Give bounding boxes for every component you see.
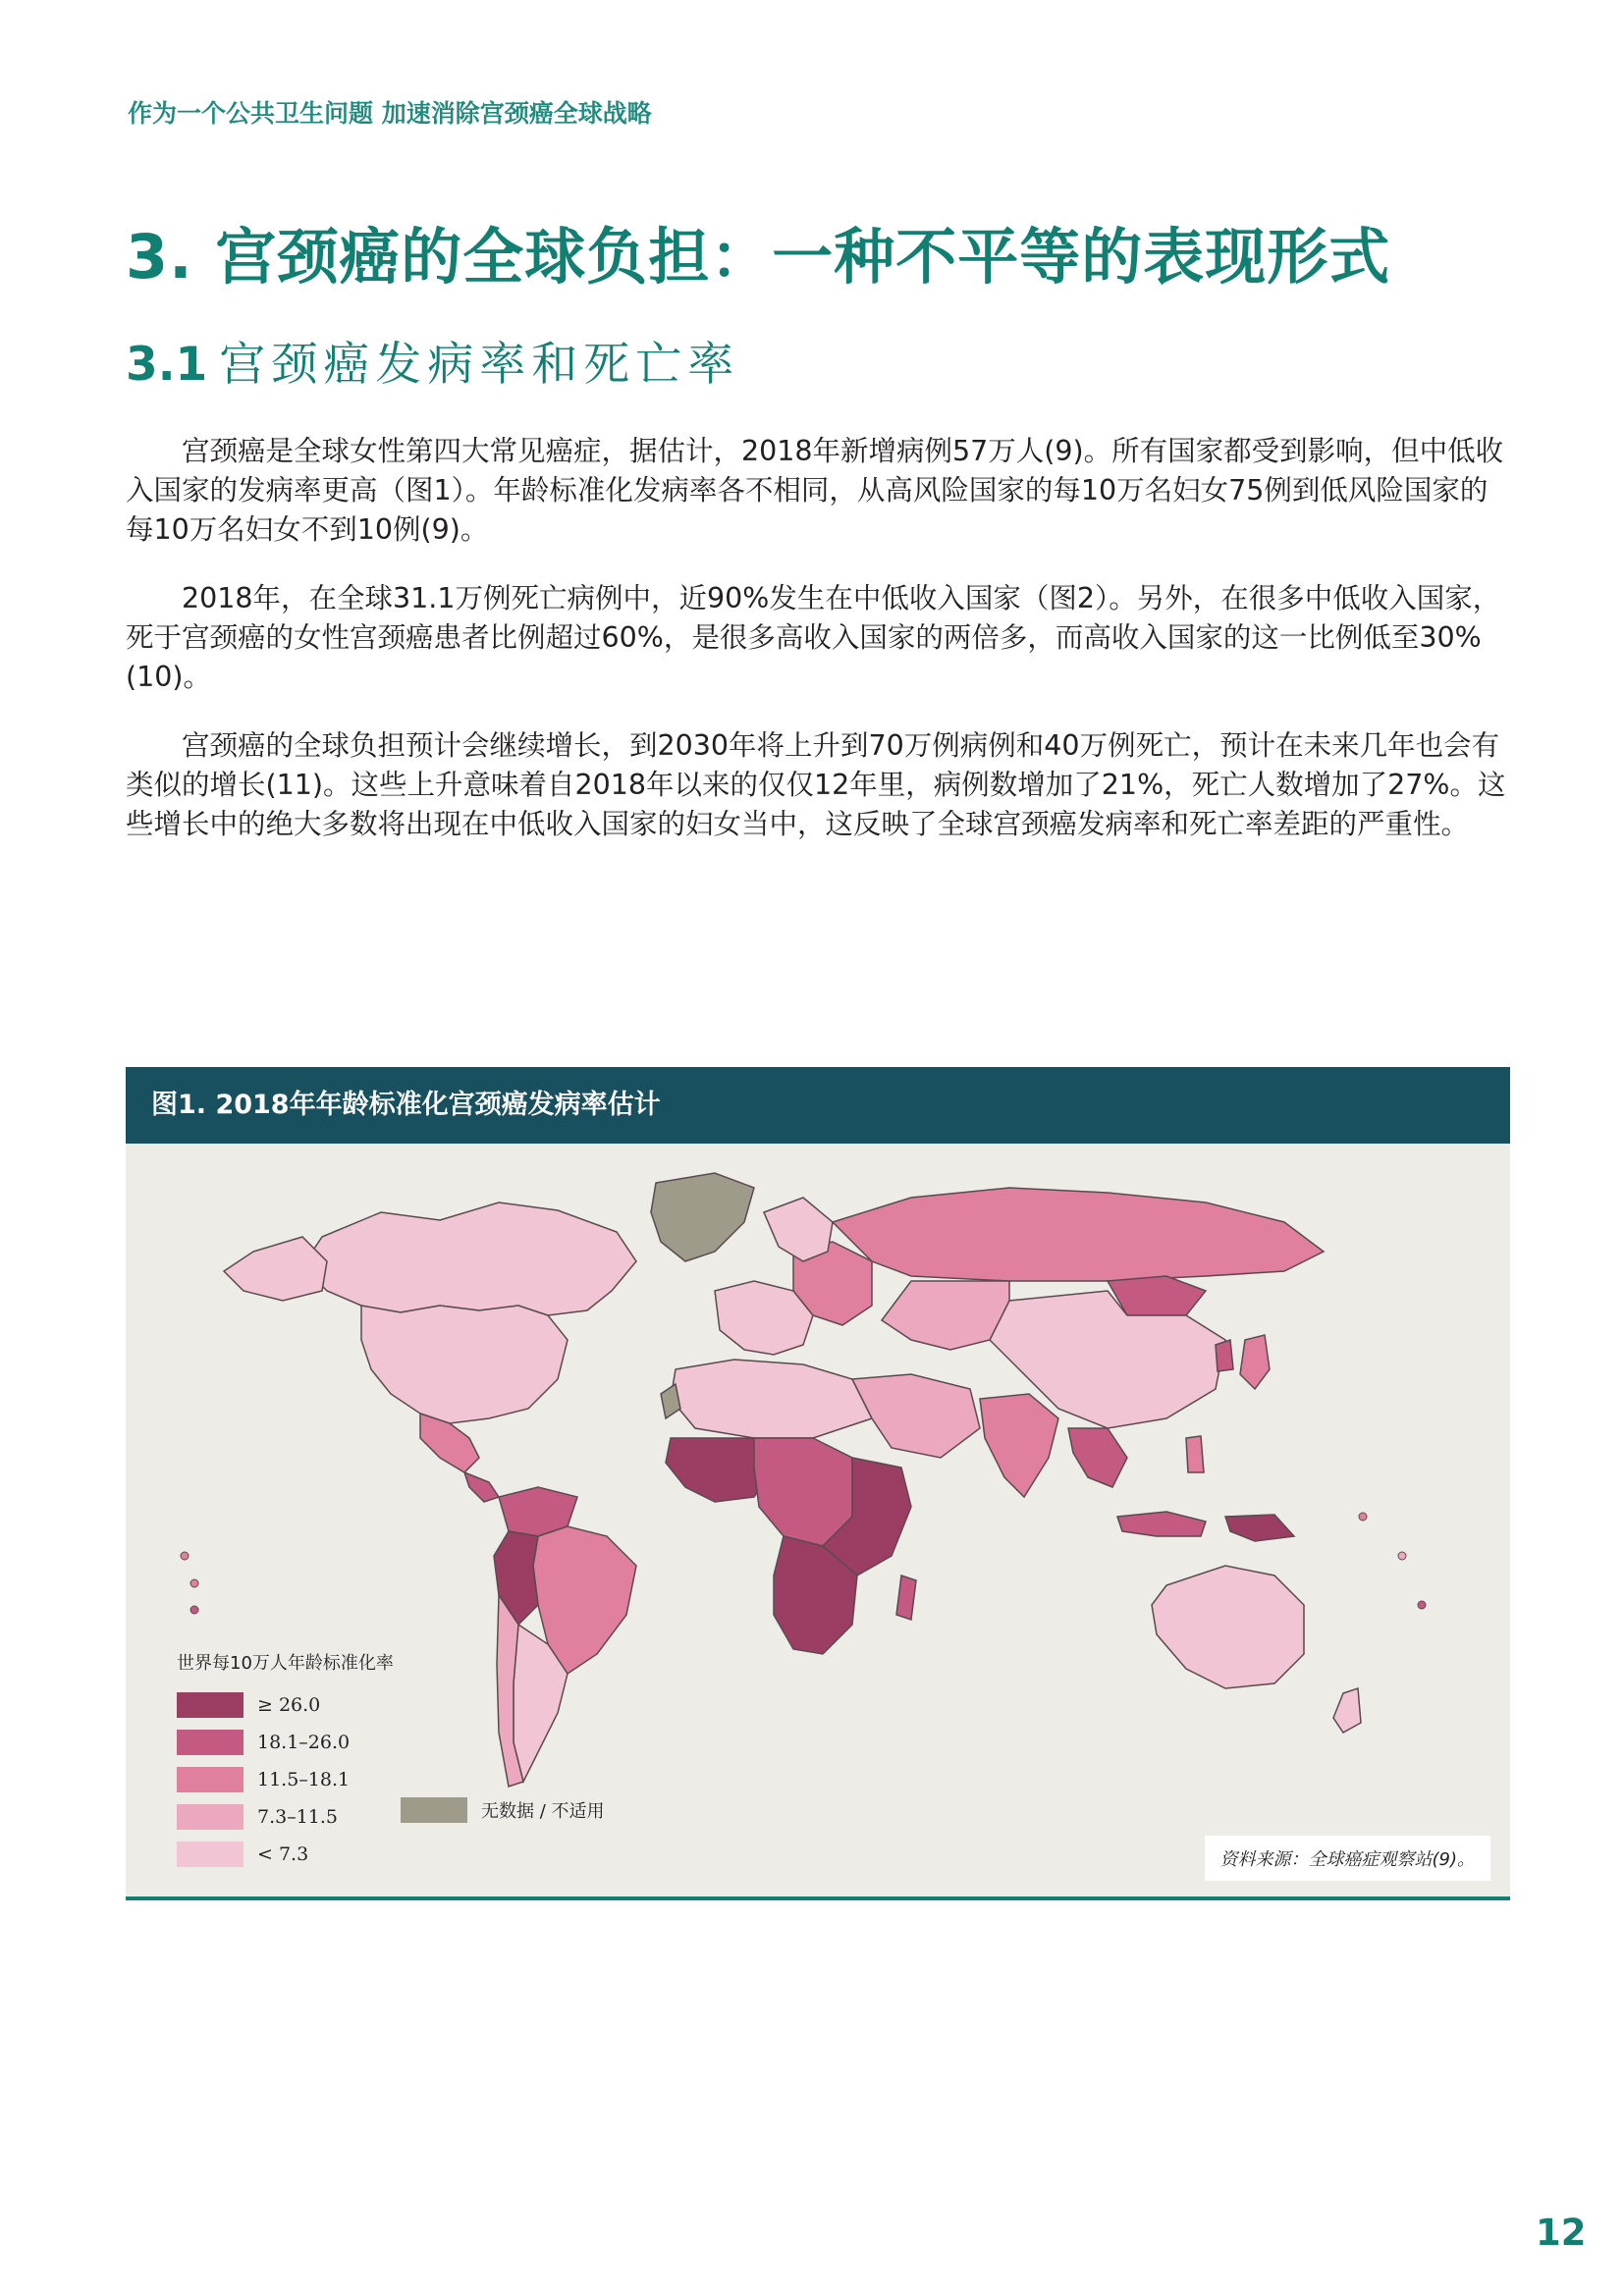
legend-label: 11.5–18.1 [257, 1769, 351, 1790]
figure-bottom-rule [126, 1896, 1510, 1900]
island-marker [181, 1552, 189, 1560]
legend-row [177, 1686, 394, 1724]
running-header: 作为一个公共卫生问题 加速消除宫颈癌全球战略 [128, 99, 652, 128]
legend-label: 7.3–11.5 [257, 1806, 339, 1828]
legend-swatch [177, 1804, 244, 1830]
region-russia [833, 1188, 1324, 1281]
region-new-zealand [1333, 1688, 1361, 1733]
paragraph-2 [126, 579, 1510, 697]
region-papua [1225, 1515, 1294, 1541]
subsection-title: 宫颈癌发病率和死亡率 [219, 338, 740, 392]
legend-swatch [177, 1730, 244, 1755]
region-north-africa [671, 1360, 872, 1438]
legend-swatch-no-data [401, 1797, 467, 1823]
region-alaska [224, 1237, 327, 1301]
paragraph-text: 宫颈癌的全球负担预计会继续增长，到2030年将上升到70万例病例和40万例死亡，预计在未来几年也会有类似的增长(11)。这些上升意味着自2018年以来的仅仅12年里，病例数增加了21%，死亡人数增加了27%。这些增长中的绝大多数将出现在中低收入国家的妇女当中，这反映了全球宫颈癌发病率和死亡率差距的严重性。 [126, 729, 1506, 840]
region-scandinavia [764, 1198, 833, 1261]
region-korea [1216, 1340, 1233, 1371]
island-marker [190, 1606, 198, 1614]
region-india [980, 1394, 1058, 1497]
paragraph-1 [126, 432, 1510, 550]
island-marker [190, 1579, 198, 1587]
legend-no-data-label: 无数据 / 不适用 [481, 1801, 605, 1822]
island-marker [1359, 1513, 1367, 1521]
subsection-heading [126, 328, 739, 394]
legend-swatch [177, 1767, 244, 1792]
paragraph-3 [126, 726, 1510, 844]
legend-row [177, 1836, 394, 1873]
legend-row [177, 1724, 394, 1761]
legend-row [177, 1798, 394, 1836]
page-number: 12 [1536, 2212, 1587, 2254]
legend-label: < 7.3 [257, 1843, 309, 1865]
legend-no-data [401, 1797, 605, 1823]
legend-label: ≥ 26.0 [257, 1694, 321, 1716]
region-japan [1240, 1335, 1270, 1389]
region-central-america [464, 1472, 499, 1502]
figure-title: 图1. 2018年年龄标准化宫颈癌发病率估计 [126, 1067, 1510, 1144]
island-marker [1398, 1552, 1406, 1560]
legend-swatch [177, 1842, 244, 1867]
paragraph-text: 宫颈癌是全球女性第四大常见癌症，据估计，2018年新增病例57万人(9)。所有国家都受到影响，但中低收入国家的发病率更高（图1）。年龄标准化发病率各不相同，从高风险国家的每10万名妇女75例到低风险国家的每10万名妇女不到10例(9)。 [126, 435, 1504, 546]
region-central-asia [882, 1281, 1009, 1350]
region-madagascar [896, 1575, 916, 1620]
island-marker [1418, 1601, 1426, 1609]
legend-swatch [177, 1692, 244, 1718]
region-greenland [651, 1173, 754, 1261]
legend-title: 世界每10万人年龄标准化率 [177, 1653, 394, 1674]
figure-source: 资料来源：全球癌症观察站(9)。 [1205, 1836, 1491, 1881]
region-usa [361, 1306, 568, 1423]
region-southeast-asia [1068, 1428, 1127, 1487]
subsection-number: 3.1 [126, 338, 208, 392]
paragraph-text: 2018年，在全球31.1万例死亡病例中，近90%发生在中低收入国家（图2）。另外，在很多中低收入国家，死于宫颈癌的女性宫颈癌患者比例超过60%，是很多高收入国家的两倍多，而高收入国家的这一比例低至30%(10)。 [126, 582, 1501, 693]
figure-panel [126, 1144, 1510, 1896]
region-indonesia [1117, 1512, 1206, 1536]
region-australia [1152, 1566, 1304, 1688]
section-title: 3. 宫颈癌的全球负担：一种不平等的表现形式 [126, 221, 1391, 293]
region-canada [302, 1202, 636, 1315]
legend-label: 18.1–26.0 [257, 1732, 351, 1753]
map-legend [177, 1649, 394, 1873]
legend-row [177, 1761, 394, 1798]
region-philippines [1186, 1436, 1204, 1472]
region-middle-east [852, 1374, 980, 1458]
region-central-africa [754, 1438, 852, 1546]
